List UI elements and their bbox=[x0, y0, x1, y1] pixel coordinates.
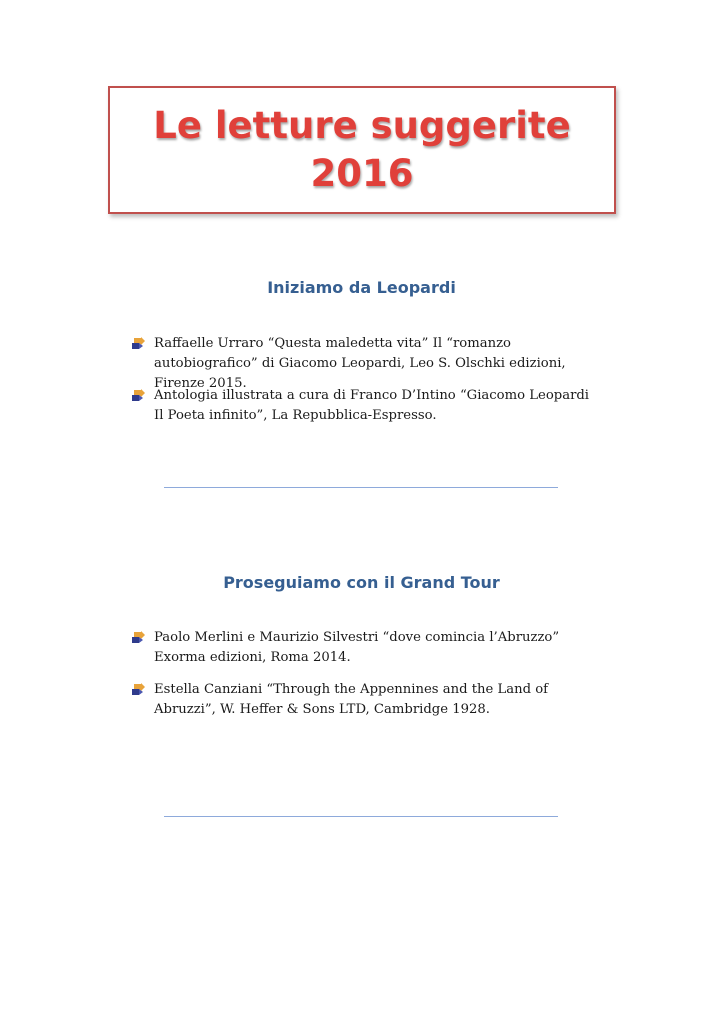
list-item-text: Estella Canziani “Through the Appennines and the Land of Abruzzi”, W. Heffer & Sons LTD, Cambridge 1928. bbox=[154, 682, 549, 717]
arrow-bullet-icon bbox=[132, 337, 146, 350]
arrow-bullet-icon bbox=[132, 631, 146, 644]
section-divider bbox=[164, 816, 558, 817]
list-item bbox=[132, 386, 602, 426]
list-item-text: Raffaelle Urraro “Questa maledetta vita” Il “romanzo autobiografico” di Giacomo Leopardi, Leo S. Olschki edizioni, Firenze 2015. bbox=[154, 336, 566, 391]
section-heading-grand-tour: Proseguiamo con il Grand Tour bbox=[223, 573, 500, 592]
list-item bbox=[132, 628, 602, 668]
list-item bbox=[132, 334, 602, 394]
section-heading-leopardi: Iniziamo da Leopardi bbox=[267, 278, 456, 297]
title-line-1: Le letture suggerite bbox=[153, 104, 571, 147]
list-item-text: Paolo Merlini e Maurizio Silvestri “dove comincia l’Abruzzo” Exorma edizioni, Roma 2014. bbox=[154, 630, 560, 665]
list-item-text: Antologia illustrata a cura di Franco D’Intino “Giacomo Leopardi Il Poeta infinito”, La Repubblica-Espresso. bbox=[154, 388, 590, 423]
title-line-2: 2016 bbox=[310, 152, 414, 195]
title-box bbox=[108, 86, 616, 214]
list-item bbox=[132, 680, 602, 720]
arrow-bullet-icon bbox=[132, 683, 146, 696]
arrow-bullet-icon bbox=[132, 389, 146, 402]
section-divider bbox=[164, 487, 558, 488]
